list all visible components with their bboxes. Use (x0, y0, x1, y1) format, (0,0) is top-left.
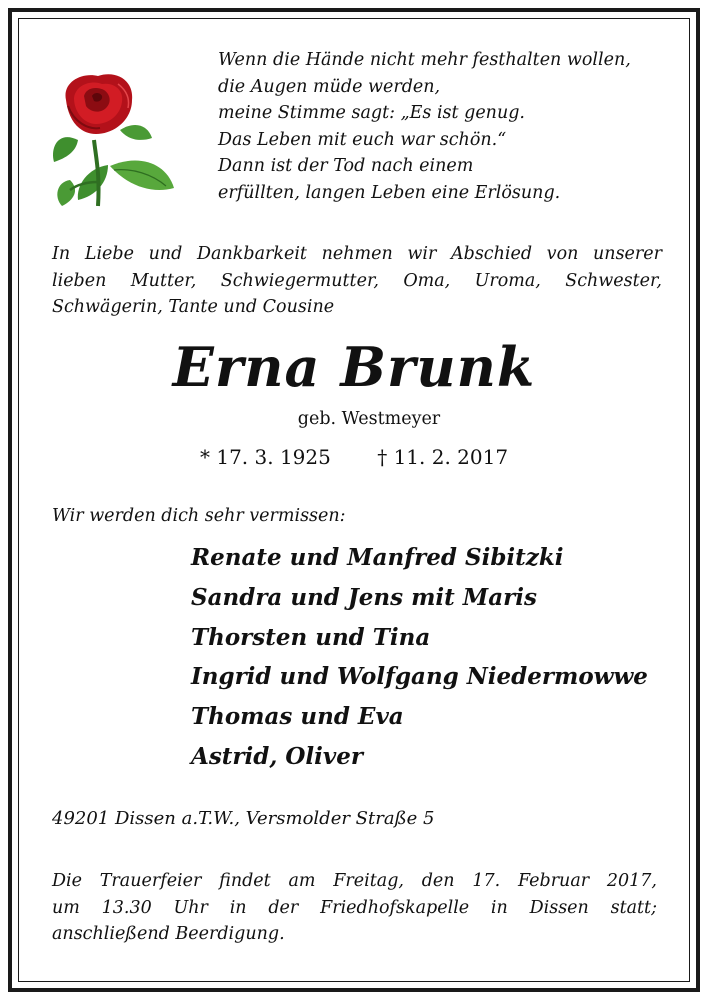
maiden-name: geb. Westmeyer (297, 409, 441, 429)
funeral-line: um 13.30 Uhr in der Friedhofskapelle in Dissen statt; (52, 897, 657, 918)
poem-line: Wenn die Hände nicht mehr festhalten wollen, (218, 50, 631, 70)
poem-line: die Augen müde werden, (218, 76, 441, 97)
mourner-entry: Ingrid und Wolfgang Niedermowwe (191, 663, 648, 691)
birth-date: * 17. 3. 1925 (200, 445, 331, 469)
intro-text (52, 241, 662, 321)
death-date: † 11. 2. 2017 (377, 445, 509, 469)
poem-line: meine Stimme sagt: „Es ist genug. (218, 103, 525, 123)
intro-line: lieben Mutter, Schwiegermutter, Oma, Uroma, Schwester, (52, 270, 662, 291)
poem-line: Dann ist der Tod nach einem (218, 156, 474, 176)
mourner-entry: Renate und Manfred Sibitzki (191, 544, 564, 571)
mourners-list (191, 538, 648, 777)
mourner-entry: Thomas und Eva (191, 703, 404, 731)
life-dates (200, 445, 508, 469)
deceased-name: Erna Brunk (172, 335, 536, 399)
poem-line: erfüllten, langen Leben eine Erlösung. (218, 182, 561, 203)
intro-line: In Liebe und Dankbarkeit nehmen wir Abschied von unserer (52, 244, 662, 264)
rose-icon (48, 70, 178, 210)
mourner-entry: Astrid, Oliver (191, 742, 363, 770)
funeral-info (52, 868, 657, 948)
funeral-line: anschließend Beerdigung. (52, 924, 285, 944)
funeral-line: Die Trauerfeier findet am Freitag, den 17. Februar 2017, (52, 871, 657, 891)
poem (218, 47, 678, 206)
intro-line: Schwägerin, Tante und Cousine (52, 297, 335, 317)
miss-line: Wir werden dich sehr vermissen: (52, 506, 346, 526)
address: 49201 Dissen a.T.W., Versmolder Straße 5 (52, 808, 435, 829)
mourner-entry: Sandra und Jens mit Maris (191, 583, 537, 611)
poem-line: Das Leben mit euch war schön.“ (218, 129, 507, 150)
mourner-entry: Thorsten und Tina (191, 623, 431, 651)
